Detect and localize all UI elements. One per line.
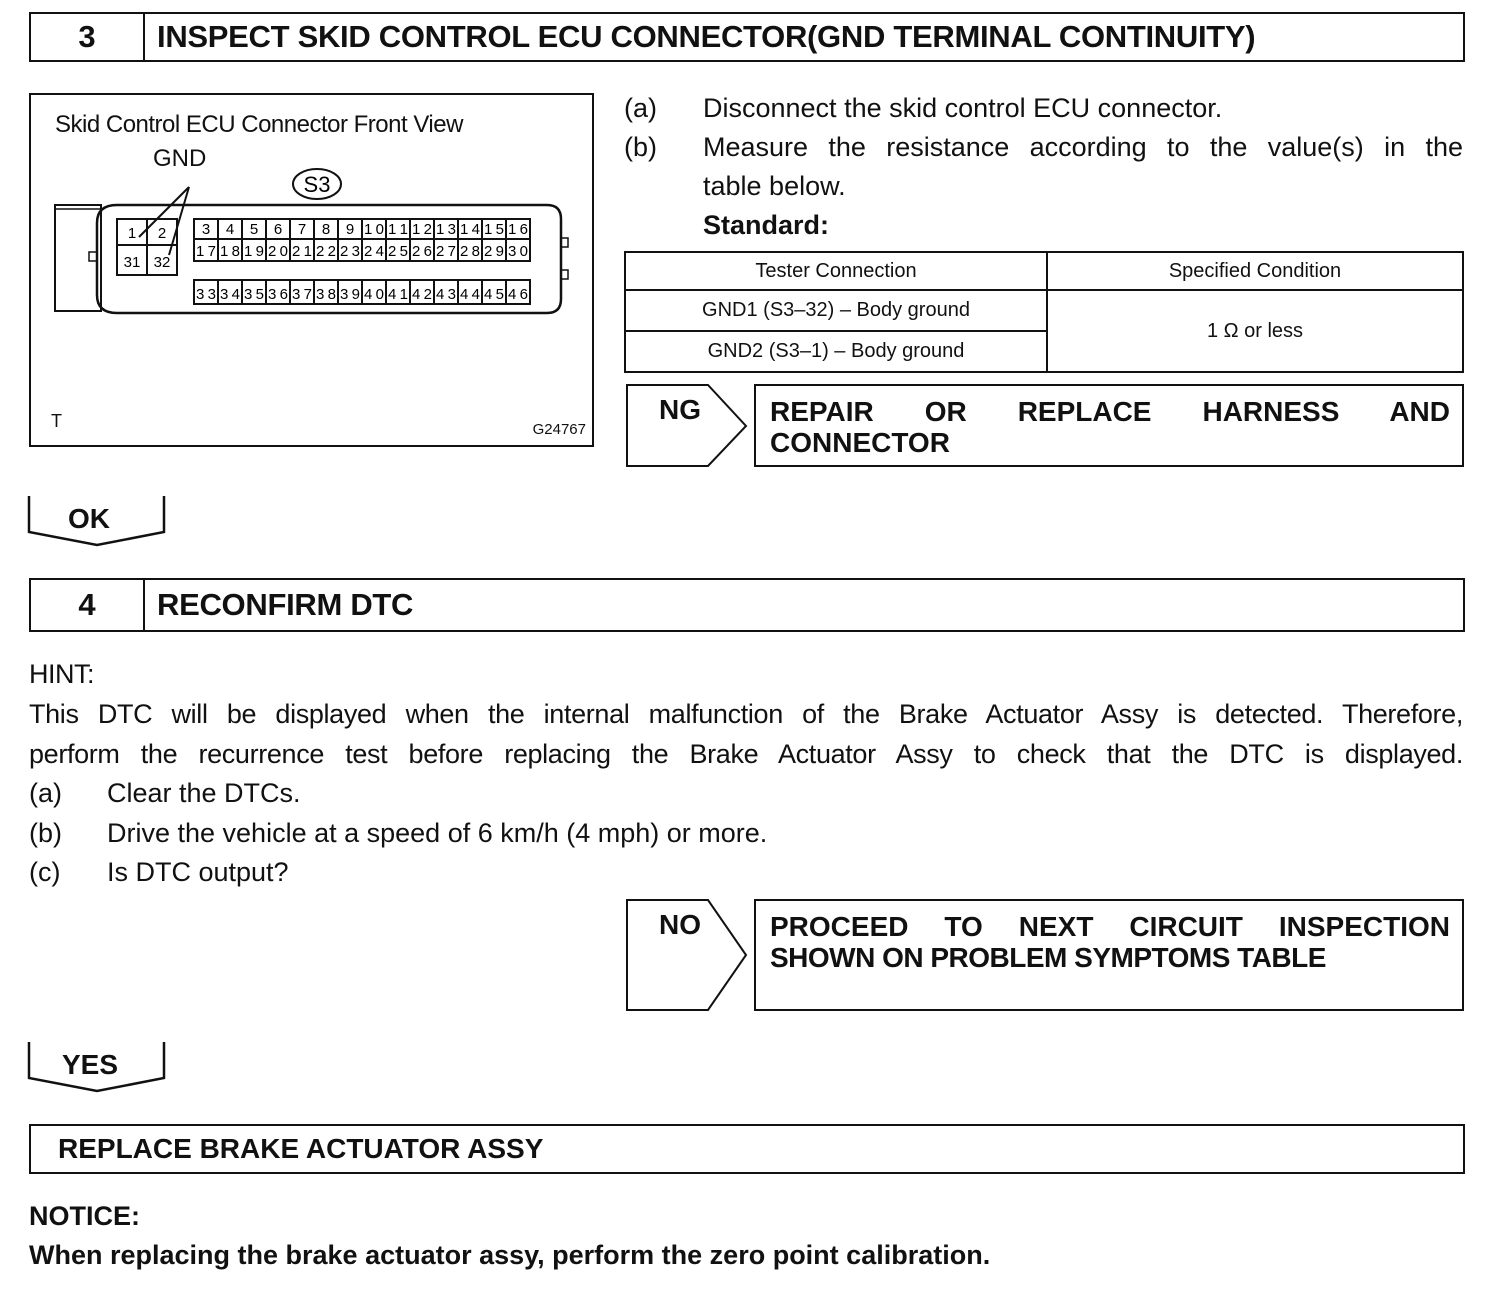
no-action	[754, 899, 1464, 1011]
pin-19: 19	[244, 243, 264, 260]
pin-4: 4	[225, 221, 235, 238]
instruction-a-marker: (a)	[624, 93, 657, 123]
step-4-header	[29, 578, 1465, 632]
hint-line2: perform the recurrence test before replacing the Brake Actuator Assy to check that the DTC is displayed.	[29, 739, 1463, 769]
pin-7: 7	[297, 221, 307, 238]
hint-line1: This DTC will be displayed when the internal malfunction of the Brake Actuator Assy is detected. Therefore,	[29, 699, 1463, 729]
pin-grid	[194, 219, 530, 304]
pin-9: 9	[345, 221, 355, 238]
step-3-title: INSPECT SKID CONTROL ECU CONNECTOR(GND TERMINAL CONTINUITY)	[157, 19, 1256, 54]
pin-38: 38	[316, 286, 336, 303]
connector-diagram	[31, 95, 592, 445]
header-tester-connection: Tester Connection	[625, 252, 1047, 290]
step-3-header	[29, 12, 1465, 62]
instruction-b-text-line1: Measure the resistance according to the value(s) in the	[703, 132, 1463, 162]
pin-44: 44	[460, 286, 480, 303]
pin-17: 17	[196, 243, 216, 260]
pin-15: 15	[484, 221, 504, 238]
step-4-number: 4	[31, 580, 145, 630]
hint-step-b-text: Drive the vehicle at a speed of 6 km/h (4 mph) or more.	[107, 818, 768, 848]
hint-step-c-text: Is DTC output?	[107, 857, 289, 887]
notice-label: NOTICE:	[29, 1201, 140, 1231]
step-4-title: RECONFIRM DTC	[157, 587, 414, 622]
pin-3: 3	[201, 221, 211, 238]
spec-table	[624, 251, 1464, 373]
instruction-b-marker: (b)	[624, 132, 657, 162]
hint-label: HINT:	[29, 659, 94, 689]
pin-5: 5	[249, 221, 259, 238]
pin-10: 10	[364, 221, 384, 238]
no-action-line1: PROCEED TO NEXT CIRCUIT INSPECTION	[770, 911, 1450, 942]
pin-14: 14	[460, 221, 480, 238]
pin-6: 6	[273, 221, 283, 238]
ng-action-line2: CONNECTOR	[770, 427, 950, 458]
step-3-number: 3	[31, 14, 145, 60]
header-specified-condition: Specified Condition	[1047, 252, 1463, 290]
ng-action	[754, 384, 1464, 467]
pin-28: 28	[460, 243, 480, 260]
pin-2: 2	[157, 225, 167, 242]
spec-row-gnd1: GND1 (S3–32) – Body ground	[625, 290, 1047, 331]
pin-43: 43	[436, 286, 456, 303]
pin-29: 29	[484, 243, 504, 260]
ng-action-line1: REPAIR OR REPLACE HARNESS AND	[770, 396, 1450, 427]
ok-label: OK	[68, 503, 110, 534]
pin-39: 39	[340, 286, 360, 303]
no-action-line2: SHOWN ON PROBLEM SYMPTOMS TABLE	[770, 942, 1326, 973]
pin-35: 35	[244, 286, 264, 303]
pin-21: 21	[292, 243, 312, 260]
pin-8: 8	[321, 221, 331, 238]
notice-text: When replacing the brake actuator assy, perform the zero point calibration.	[29, 1240, 991, 1270]
hint-step-a-text: Clear the DTCs.	[107, 778, 301, 808]
pin-41: 41	[388, 286, 408, 303]
hint-step-a-marker: (a)	[29, 778, 62, 808]
pin-18: 18	[220, 243, 240, 260]
pin-24: 24	[364, 243, 384, 260]
pin-12: 12	[412, 221, 432, 238]
connector-id-label: S3	[303, 172, 331, 197]
figure-code: G24767	[532, 421, 586, 438]
instruction-b-text-line2: table below.	[703, 171, 846, 201]
pin-11: 11	[388, 221, 408, 238]
no-label: NO	[659, 909, 701, 940]
pin-16: 16	[508, 221, 528, 238]
connector-figure	[29, 93, 594, 447]
pin-25: 25	[388, 243, 408, 260]
pin-42: 42	[412, 286, 432, 303]
hint-step-c-marker: (c)	[29, 857, 61, 887]
pin-34: 34	[220, 286, 240, 303]
figure-corner-label: T	[51, 411, 62, 431]
pin-37: 37	[292, 286, 312, 303]
spec-condition: 1 Ω or less	[1047, 290, 1463, 372]
hint-step-b-marker: (b)	[29, 818, 62, 848]
pin-26: 26	[412, 243, 432, 260]
final-step-box	[29, 1124, 1465, 1174]
pin-46: 46	[508, 286, 528, 303]
spec-row-gnd2: GND2 (S3–1) – Body ground	[625, 331, 1047, 372]
pin-36: 36	[268, 286, 288, 303]
pin-1: 1	[127, 225, 137, 242]
pin-32: 32	[153, 254, 171, 271]
pin-40: 40	[364, 286, 384, 303]
yes-label: YES	[62, 1049, 119, 1080]
instruction-a-text: Disconnect the skid control ECU connector.	[703, 93, 1223, 123]
pin-33: 33	[196, 286, 216, 303]
pin-20: 20	[268, 243, 288, 260]
pin-45: 45	[484, 286, 504, 303]
figure-caption: Skid Control ECU Connector Front View	[55, 111, 463, 138]
pin-30: 30	[508, 243, 528, 260]
gnd-label: GND	[153, 145, 207, 172]
pin-31: 31	[123, 254, 141, 271]
pin-22: 22	[316, 243, 336, 260]
gnd-pin-block	[117, 219, 177, 275]
ng-label: NG	[659, 394, 701, 425]
pin-13: 13	[436, 221, 456, 238]
pin-23: 23	[340, 243, 360, 260]
pin-27: 27	[436, 243, 456, 260]
standard-label: Standard:	[703, 210, 830, 240]
final-step-title: REPLACE BRAKE ACTUATOR ASSY	[58, 1133, 544, 1164]
